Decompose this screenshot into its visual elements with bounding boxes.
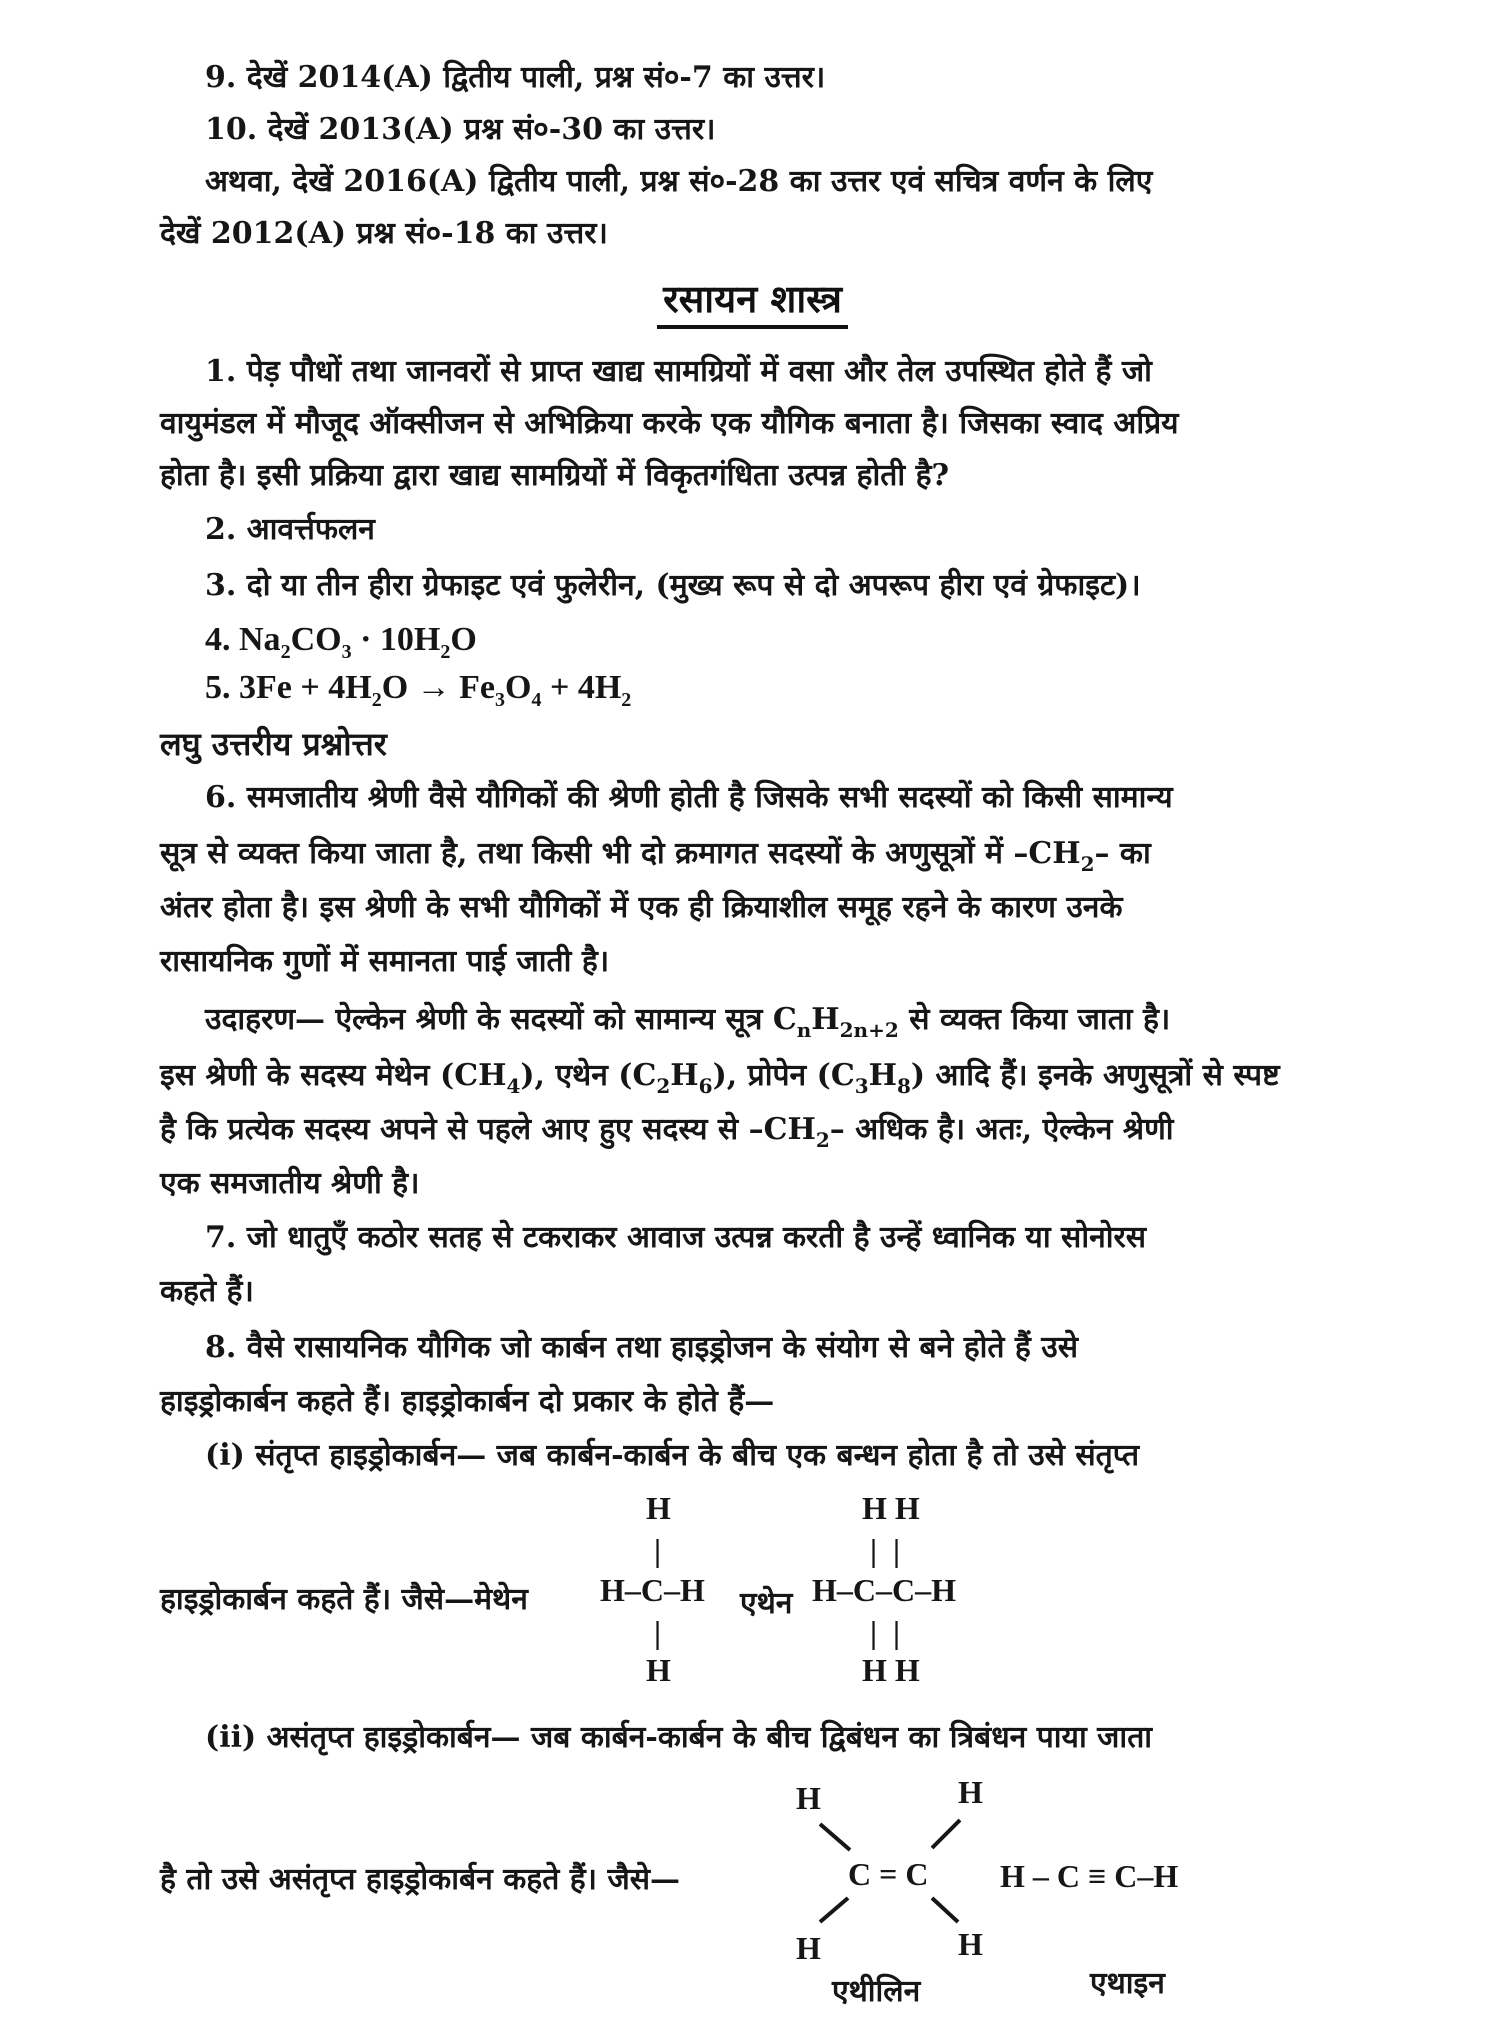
ref-q9: 9. देखें 2014(A) द्वितीय पाली, प्रश्न सं०-7 का उत्तर। [205, 60, 826, 95]
answer-7-line1: 7. जो धातुएँ कठोर सतह से टकराकर आवाज उत्पन्न करती है उन्हें ध्वानिक या सोनोरस [205, 1220, 1147, 1255]
ethyne-label: एथाइन [1090, 1966, 1165, 2001]
ethylene-h-bottom-left: H [796, 1930, 821, 1966]
answer-4: 4. $Na_2CO_3 \cdot 10H_2O$ [205, 621, 477, 663]
methane-h-bottom: H [646, 1652, 671, 1688]
ethane-structure [812, 1490, 992, 1690]
answer-3: 3. दो या तीन हीरा ग्रेफाइट एवं फुलेरीन, (मुख्य रूप से दो अपरूप हीरा एवं ग्रेफाइट)। [205, 568, 1141, 603]
answer-7-line2: कहते हैं। [160, 1274, 254, 1309]
answer-8-line1: 8. वैसे रासायनिक यौगिक जो कार्बन तथा हाइड्रोजन के संयोग से बने होते हैं उसे [205, 1330, 1079, 1365]
saturated-line2: हाइड्रोकार्बन कहते हैं। जैसे—मेथेन [160, 1582, 528, 1617]
ethylene-h-bottom-right: H [958, 1926, 983, 1962]
saturated-line: (i) संतृप्त हाइड्रोकार्बन— जब कार्बन-कार्बन के बीच एक बन्धन होता है तो उसे संतृप्त [205, 1438, 1140, 1473]
ethylene-center: C = C [848, 1856, 929, 1892]
methane-bond-bottom: | [654, 1614, 662, 1650]
unsaturated-line2: है तो उसे असंतृप्त हाइड्रोकार्बन कहते हैं। जैसे— [160, 1862, 681, 1897]
answer-2: 2. आवर्त्तफलन [205, 512, 375, 547]
ethane-bonds-top: | | [870, 1532, 901, 1568]
answer-6-line1: 6. समजातीय श्रेणी वैसे यौगिकों की श्रेणी होती है जिसके सभी सदस्यों को किसी सामान्य [205, 780, 1173, 815]
ethyne-formula: H – C ≡ C–H [1000, 1858, 1179, 1894]
ethylene-structure [790, 1774, 990, 1970]
answer-5: 5. $3Fe + 4H_2O \to Fe_3O_4 + 4H_2$ [205, 669, 632, 711]
example-line1: उदाहरण— ऐल्केन श्रेणी के सदस्यों को सामान्य सूत्र $C_nH_{2n+2}$ से व्यक्त किया जाता है। [205, 1002, 1171, 1042]
answer-6-line2: सूत्र से व्यक्त किया जाता है, तथा किसी भी दो क्रमागत सदस्यों के अणुसूत्रों में $-CH_2-$ का [160, 836, 1151, 876]
example-line2: इस श्रेणी के सदस्य मेथेन $(CH_4)$, एथेन $(C_2H_6)$, प्रोपेन $(C_3H_8)$ आदि हैं। इनके अणुसूत्रों से स्पष्ट [160, 1058, 1280, 1098]
section-title: रसायन शास्त्र [0, 272, 1505, 324]
ref-athava-line2: देखें 2012(A) प्रश्न सं०-18 का उत्तर। [160, 216, 608, 251]
unsaturated-line: (ii) असंतृप्त हाइड्रोकार्बन— जब कार्बन-कार्बन के बीच द्विबंधन का त्रिबंधन पाया जाता [205, 1720, 1153, 1755]
answer-6-line3: अंतर होता है। इस श्रेणी के सभी यौगिकों में एक ही क्रियाशील समूह रहने के कारण उनके [160, 890, 1123, 925]
answer-8-line2: हाइड्रोकार्बन कहते हैं। हाइड्रोकार्बन दो प्रकार के होते हैं— [160, 1384, 775, 1419]
ethylene-h-top-left: H [796, 1780, 821, 1816]
ethane-h-bottom: H H [862, 1652, 920, 1688]
methane-structure [600, 1490, 740, 1690]
methane-bond-top: | [654, 1532, 662, 1568]
answer-6-line4: रासायनिक गुणों में समानता पाई जाती है। [160, 944, 610, 979]
short-answer-heading: लघु उत्तरीय प्रश्नोत्तर [160, 725, 387, 763]
answer-1-line2: वायुमंडल में मौजूद ऑक्सीजन से अभिक्रिया करके एक यौगिक बनाता है। जिसका स्वाद अप्रिय [160, 406, 1179, 441]
example-line4: एक समजातीय श्रेणी है। [160, 1166, 420, 1201]
ethane-label: एथेन [740, 1586, 793, 1621]
ethane-bonds-bottom: | | [870, 1614, 901, 1650]
ref-athava-line1: अथवा, देखें 2016(A) द्वितीय पाली, प्रश्न सं०-28 का उत्तर एवं सचित्र वर्णन के लिए [205, 164, 1153, 199]
methane-h-top: H [646, 1490, 671, 1526]
ethane-h-top: H H [862, 1490, 920, 1526]
example-line3: है कि प्रत्येक सदस्य अपने से पहले आए हुए सदस्य से $-CH_2-$ अधिक है। अतः, ऐल्केन श्रेणी [160, 1112, 1174, 1152]
ethylene-label: एथीलिन [832, 1974, 921, 2009]
answer-1-line1: 1. पेड़ पौधों तथा जानवरों से प्राप्त खाद्य सामग्रियों में वसा और तेल उपस्थित होते हैं जो [205, 354, 1152, 389]
ref-q10: 10. देखें 2013(A) प्रश्न सं०-30 का उत्तर। [205, 112, 716, 147]
answer-1-line3: होता है। इसी प्रक्रिया द्वारा खाद्य सामग्रियों में विकृतगंधिता उत्पन्न होती है? [160, 458, 950, 493]
ethane-center: H–C–C–H [812, 1572, 956, 1608]
ethyne-structure [1000, 1858, 1220, 1902]
methane-center: H–C–H [600, 1572, 705, 1608]
ethylene-h-top-right: H [958, 1774, 983, 1810]
